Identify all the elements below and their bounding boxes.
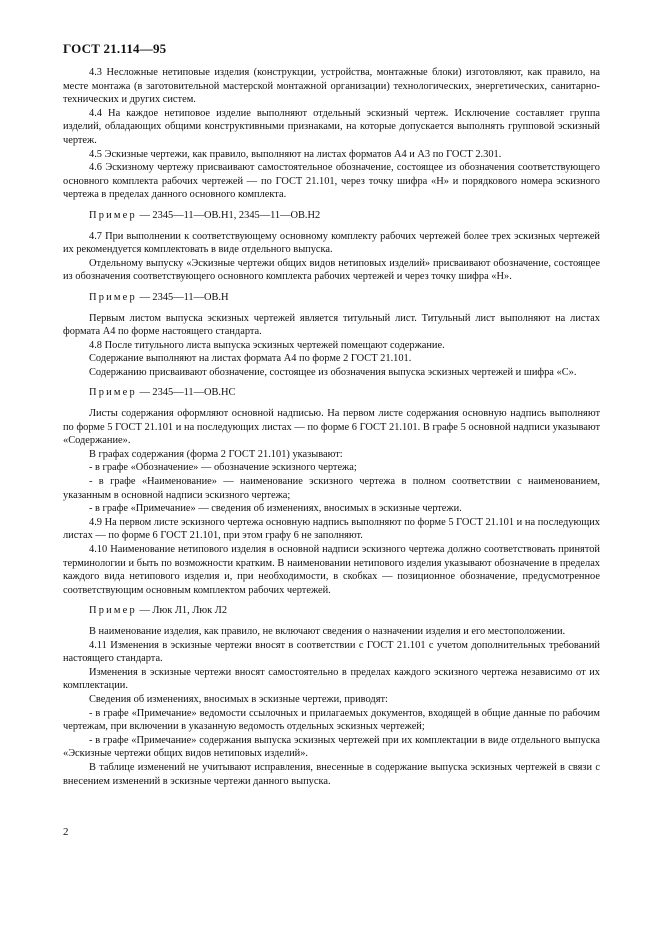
example-line (63, 291, 600, 305)
paragraph: 4.5 Эскизные чертежи, как правило, выполняют на листах форматов А4 и А3 по ГОСТ 2.301. (89, 148, 502, 160)
example-text: — 2345—11—ОВ.НС (136, 387, 236, 399)
example-text: — Люк Л1, Люк Л2 (136, 605, 228, 617)
page-header-title: ГОСТ 21.114—95 (63, 41, 167, 56)
document-body (63, 66, 600, 788)
paragraph: Содержание выполняют на листах формата А4 по форме 2 ГОСТ 21.101. (89, 353, 412, 365)
example-label: Пример (89, 291, 137, 303)
paragraph: Первым листом выпуска эскизных чертежей является титульный лист. Титульный лист выполняют на листах формата А4 по форме настоящего стандарта. (63, 312, 600, 338)
paragraph: 4.8 После титульного листа выпуска эскизных чертежей помещают содержание. (89, 339, 445, 351)
paragraph: Сведения об изменениях, вносимых в эскизные чертежи, приводят: (89, 693, 388, 705)
paragraph: 4.3 Несложные нетиповые изделия (конструкции, устройства, монтажные блоки) изготовляют, как правило, на месте монтажа (в заготовительной мастерской монтажной организации) технологических, энергетических, санитарно-технических и других систем. (63, 67, 600, 106)
example-text: — 2345—11—ОВ.Н1, 2345—11—ОВ.Н2 (136, 209, 321, 221)
paragraph: 4.10 Наименование нетипового изделия в основной надписи эскизного чертежа должно соответствовать принятой терминологии и быть по возможности кратким. В наименовании нетипового изделия указывают обозначение в пределах каждого вида нетипового изделия и, при необходимости, в скобках — позиционное обозначение, предусмотренное соответствующим основным комплектом рабочих чертежей. (63, 544, 600, 596)
paragraph: 4.11 Изменения в эскизные чертежи вносят в соответствии с ГОСТ 21.101 с учетом дополнительных требований настоящего стандарта. (63, 639, 600, 665)
paragraph: Отдельному выпуску «Эскизные чертежи общих видов нетиповых изделий» присваивают обозначение, состоящее из обозначения соответствующего основного комплекта рабочих чертежей и через точку шифра «Н». (63, 257, 600, 283)
example-line (63, 209, 600, 223)
paragraph: Листы содержания оформляют основной надписью. На первом листе содержания основную надпись выполняют по форме 5 ГОСТ 21.101 и на последующих листах — по форме 6 ГОСТ 21.101. В графе 5 основной надписи указывают «Содержание». (63, 408, 600, 447)
paragraph: Изменения в эскизные чертежи вносят самостоятельно в пределах каждого эскизного чертежа независимо от их комплектации. (63, 666, 600, 692)
example-label: Пример (89, 387, 137, 399)
paragraph: 4.9 На первом листе эскизного чертежа основную надпись выполняют по форме 5 ГОСТ 21.101 и на последующих листах — по форме 6 ГОСТ 21.101, при этом графу 6 не заполняют. (63, 516, 600, 542)
paragraph: В таблице изменений не учитывают исправления, внесенные в содержание выпуска эскизных чертежей в связи с внесением изменений в эскизные чертежи данного выпуска. (63, 761, 600, 787)
paragraph: - в графе «Примечание» содержания выпуска эскизных чертежей при их комплектации в виде отдельного выпуска «Эскизные чертежи общих видов нетиповых изделий». (63, 734, 600, 760)
paragraph: - в графе «Примечание» — сведения об изменениях, вносимых в эскизные чертежи. (89, 503, 462, 515)
paragraph: - в графе «Примечание» ведомости ссылочных и прилагаемых документов, входящей в общие данные по рабочим чертежам, при включении в указанную ведомость отдельных эскизных чертежей; (63, 707, 600, 733)
example-text: — 2345—11—ОВ.Н (136, 291, 229, 303)
example-label: Пример (89, 209, 137, 221)
example-line (63, 386, 600, 400)
paragraph: - в графе «Наименование» — наименование эскизного чертежа в полном соответствии с наименованием, указанным в основной надписи эскизного чертежа; (63, 476, 600, 501)
page-number: 2 (63, 826, 69, 838)
paragraph: 4.7 При выполнении к соответствующему основному комплекту рабочих чертежей более трех эскизных чертежей их рекомендуется комплектовать в виде отдельного выпуска. (63, 230, 600, 256)
paragraph: В наименование изделия, как правило, не включают сведения о назначении изделия и его местоположении. (89, 625, 566, 637)
paragraph: 4.6 Эскизному чертежу присваивают самостоятельное обозначение, состоящее из обозначения соответствующего основного комплекта рабочих чертежей — по ГОСТ 21.101, через точку шифра «Н» и порядкового номера эскизного чертежа в пределах данного основного комплекта. (63, 162, 600, 201)
paragraph: - в графе «Обозначение» — обозначение эскизного чертежа; (89, 462, 357, 474)
paragraph: В графах содержания (форма 2 ГОСТ 21.101) указывают: (89, 448, 343, 460)
paragraph: Содержанию присваивают обозначение, состоящее из обозначения выпуска эскизных чертежей и шифра «С». (89, 366, 577, 378)
example-line (63, 604, 600, 618)
paragraph: 4.4 На каждое нетиповое изделие выполняют отдельный эскизный чертеж. Исключение составляет группа изделий, обладающих общими конструктивными признаками, на которые допускается выполнять групповой эскизный чертеж. (63, 107, 600, 146)
example-label: Пример (89, 605, 137, 617)
